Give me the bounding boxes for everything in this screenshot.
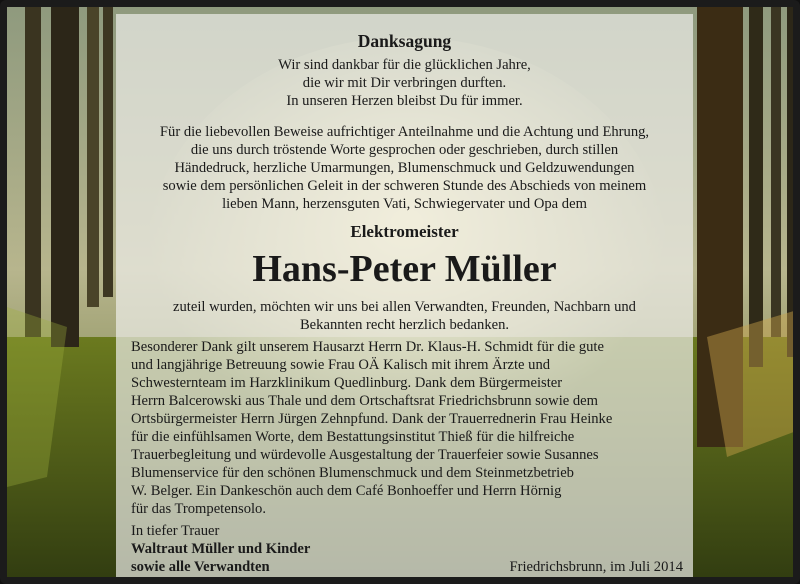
intro-line: lieben Mann, herzensguten Vati, Schwiegervater und Opa dem [222, 196, 587, 212]
intro-line: Für die liebevollen Beweise aufrichtiger Anteilnahme und die Achtung und Ehrung, [159, 124, 650, 140]
intro-line: die uns durch tröstende Worte gesprochen oder geschrieben, durch stillen [190, 142, 619, 158]
poem-line: Wir sind dankbar für die glücklichen Jahre, [278, 57, 531, 73]
special-thanks-line: für die einfühlsamen Worte, dem Bestattungsinstitut Thieß für die hilfreiche [131, 429, 575, 445]
intro-line: Händedruck, herzliche Umarmungen, Blumenschmuck und Geldzuwendungen [174, 160, 635, 176]
thanks-line: Bekannten recht herzlich bedanken. [299, 317, 510, 333]
profession: Elektromeister [350, 222, 459, 241]
special-thanks-line: für das Trompetensolo. [131, 501, 266, 517]
special-thanks-line: Herrn Balcerowski aus Thale und dem Ortschaftsrat Friedrichsbrunn sowie dem [131, 393, 599, 409]
signature-intro: In tiefer Trauer [131, 523, 220, 539]
signature-relatives: sowie alle Verwandten [131, 559, 270, 575]
special-thanks-line: Ortsbürgermeister Herrn Jürgen Zehnpfund. Dank der Trauerrednerin Frau Heinke [131, 411, 613, 427]
poem-line: In unseren Herzen bleibst Du für immer. [286, 93, 523, 109]
special-thanks-line: Schwesternteam im Harzklinikum Quedlinburg. Dank dem Bürgermeister [131, 375, 563, 391]
place-date: Friedrichsbrunn, im Juli 2014 [509, 559, 683, 575]
notice-text [116, 14, 693, 584]
special-thanks-line: W. Belger. Ein Dankeschön auch dem Café Bonhoeffer und Herrn Hörnig [131, 483, 562, 499]
special-thanks-line: Blumenservice für den schönen Blumenschmuck und dem Steinmetzbetrieb [131, 465, 574, 481]
thanks-line: zuteil wurden, möchten wir uns bei allen Verwandten, Freunden, Nachbarn und [173, 299, 636, 315]
special-thanks-line: Besonderer Dank gilt unserem Hausarzt Herrn Dr. Klaus-H. Schmidt für die gute [131, 339, 604, 355]
signature-family: Waltraut Müller und Kinder [131, 541, 311, 557]
heading: Danksagung [357, 31, 452, 51]
special-thanks-line: Trauerbegleitung und würdevolle Ausgestaltung der Trauerfeier sowie Susannes [131, 447, 599, 463]
intro-line: sowie dem persönlichen Geleit in der schweren Stunde des Abschieds von meinem [162, 178, 647, 194]
special-thanks-line: und langjährige Betreuung sowie Frau OÄ Kalisch mit ihrem Ärzte und [131, 357, 551, 373]
deceased-name: Hans-Peter Müller [252, 248, 557, 290]
poem-line: die wir mit Dir verbringen durften. [302, 75, 507, 91]
